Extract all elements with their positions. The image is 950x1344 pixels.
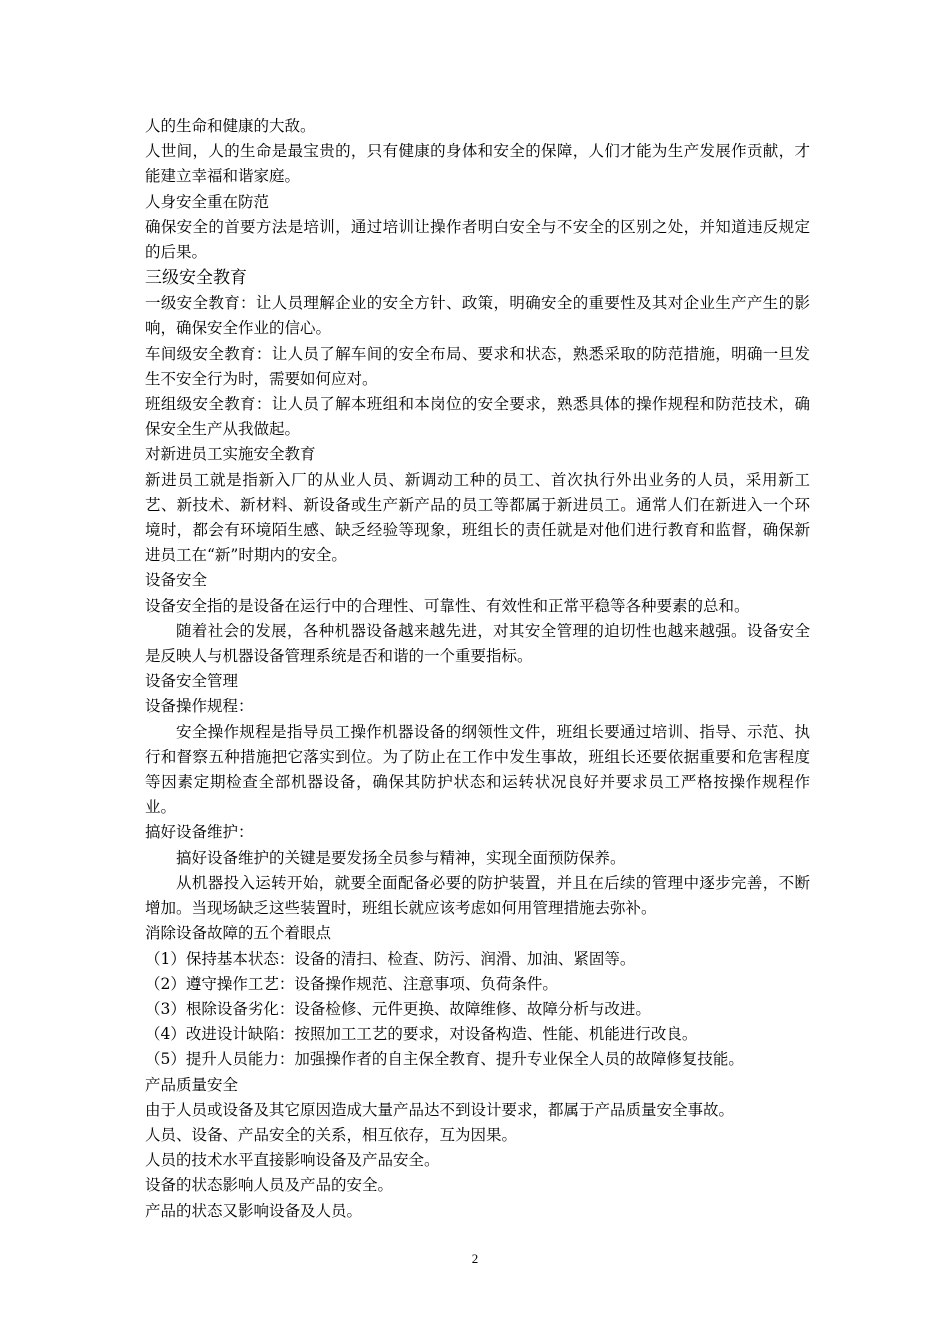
paragraph: 设备安全指的是设备在运行中的合理性、可靠性、有效性和正常平稳等各种要素的总和。 bbox=[145, 596, 750, 615]
paragraph: 车间级安全教育：让人员了解车间的安全布局、要求和状态，熟悉采取的防范措施，明确一旦发生不安全行为时，需要如何应对。 bbox=[145, 344, 810, 388]
section-heading: 设备安全管理 bbox=[145, 672, 239, 691]
paragraph: 人世间，人的生命是最宝贵的，只有健康的身体和安全的保障，人们才能为生产发展作贡献，才能建立幸福和谐家庭。 bbox=[145, 142, 810, 186]
section-heading: 消除设备故障的五个着眼点 bbox=[145, 924, 332, 943]
list-item: （4）改进设计缺陷：按照加工工艺的要求，对设备构造、性能、机能进行改良。 bbox=[145, 1025, 698, 1044]
paragraph: 设备的状态影响人员及产品的安全。 bbox=[145, 1176, 394, 1195]
section-heading: 对新进员工实施安全教育 bbox=[145, 445, 316, 464]
paragraph: 新进员工就是指新入厂的从业人员、新调动工种的员工、首次执行外出业务的人员，采用新工艺、新技术、新材料、新设备或生产新产品的员工等都属于新进员工。通常人们在新进入一个环境时，都会有环境陌生感、缺乏经验等现象，班组长的责任就是对他们进行教育和监督，确保新进员工在“新”时期内的安全。 bbox=[145, 470, 810, 565]
subheading: 设备操作规程： bbox=[145, 697, 254, 716]
paragraph: 随着社会的发展，各种机器设备越来越先进，对其安全管理的迫切性也越来越强。设备安全是反映人与机器设备管理系统是否和谐的一个重要指标。 bbox=[145, 621, 810, 666]
paragraph: 人员、设备、产品安全的关系，相互依存，互为因果。 bbox=[145, 1125, 518, 1144]
paragraph: 确保安全的首要方法是培训，通过培训让操作者明白安全与不安全的区别之处，并知道违反规定的后果。 bbox=[145, 217, 810, 262]
paragraph: 一级安全教育：让人员理解企业的安全方针、政策，明确安全的重要性及其对企业生产产生的影响，确保安全作业的信心。 bbox=[145, 294, 810, 338]
section-heading: 人身安全重在防范 bbox=[145, 192, 270, 211]
paragraph: 从机器投入运转开始，就要全面配备必要的防护装置，并且在后续的管理中逐步完善，不断增加。当现场缺乏这些装置时，班组长就应该考虑如何用管理措施去弥补。 bbox=[145, 873, 810, 918]
section-heading: 三级安全教育 bbox=[145, 268, 247, 289]
list-item: （5）提升人员能力：加强操作者的自主保全教育、提升专业保全人员的故障修复技能。 bbox=[145, 1050, 744, 1069]
section-heading: 产品质量安全 bbox=[145, 1075, 239, 1094]
section-heading: 设备安全 bbox=[145, 571, 208, 590]
subheading: 搞好设备维护： bbox=[145, 823, 254, 842]
paragraph: 由于人员或设备及其它原因造成大量产品达不到设计要求，都属于产品质量安全事故。 bbox=[145, 1100, 735, 1119]
paragraph: 产品的状态又影响设备及人员。 bbox=[145, 1201, 363, 1220]
page-number: 2 bbox=[471, 1251, 479, 1266]
list-item: （1）保持基本状态：设备的清扫、检查、防污、润滑、加油、紧固等。 bbox=[145, 949, 636, 968]
paragraph: 人员的技术水平直接影响设备及产品安全。 bbox=[145, 1151, 440, 1170]
document-body bbox=[145, 114, 810, 1224]
list-item: （3）根除设备劣化：设备检修、元件更换、故障维修、故障分析与改进。 bbox=[145, 999, 651, 1018]
paragraph: 搞好设备维护的关键是要发扬全员参与精神，实现全面预防保养。 bbox=[176, 848, 626, 867]
paragraph: 人的生命和健康的大敌。 bbox=[145, 117, 316, 135]
paragraph: 班组级安全教育：让人员了解本班组和本岗位的安全要求，熟悉具体的操作规程和防范技术，确保安全生产从我做起。 bbox=[145, 395, 810, 439]
paragraph: 安全操作规程是指导员工操作机器设备的纲领性文件，班组长要通过培训、指导、示范、执行和督察五种措施把它落实到位。为了防止在工作中发生事故，班组长还要依据重要和危害程度等因素定期检查全部机器设备，确保其防护状态和运转状况良好并要求员工严格按操作规程作业。 bbox=[145, 722, 810, 817]
list-item: （2）遵守操作工艺：设备操作规范、注意事项、负荷条件。 bbox=[145, 974, 558, 993]
